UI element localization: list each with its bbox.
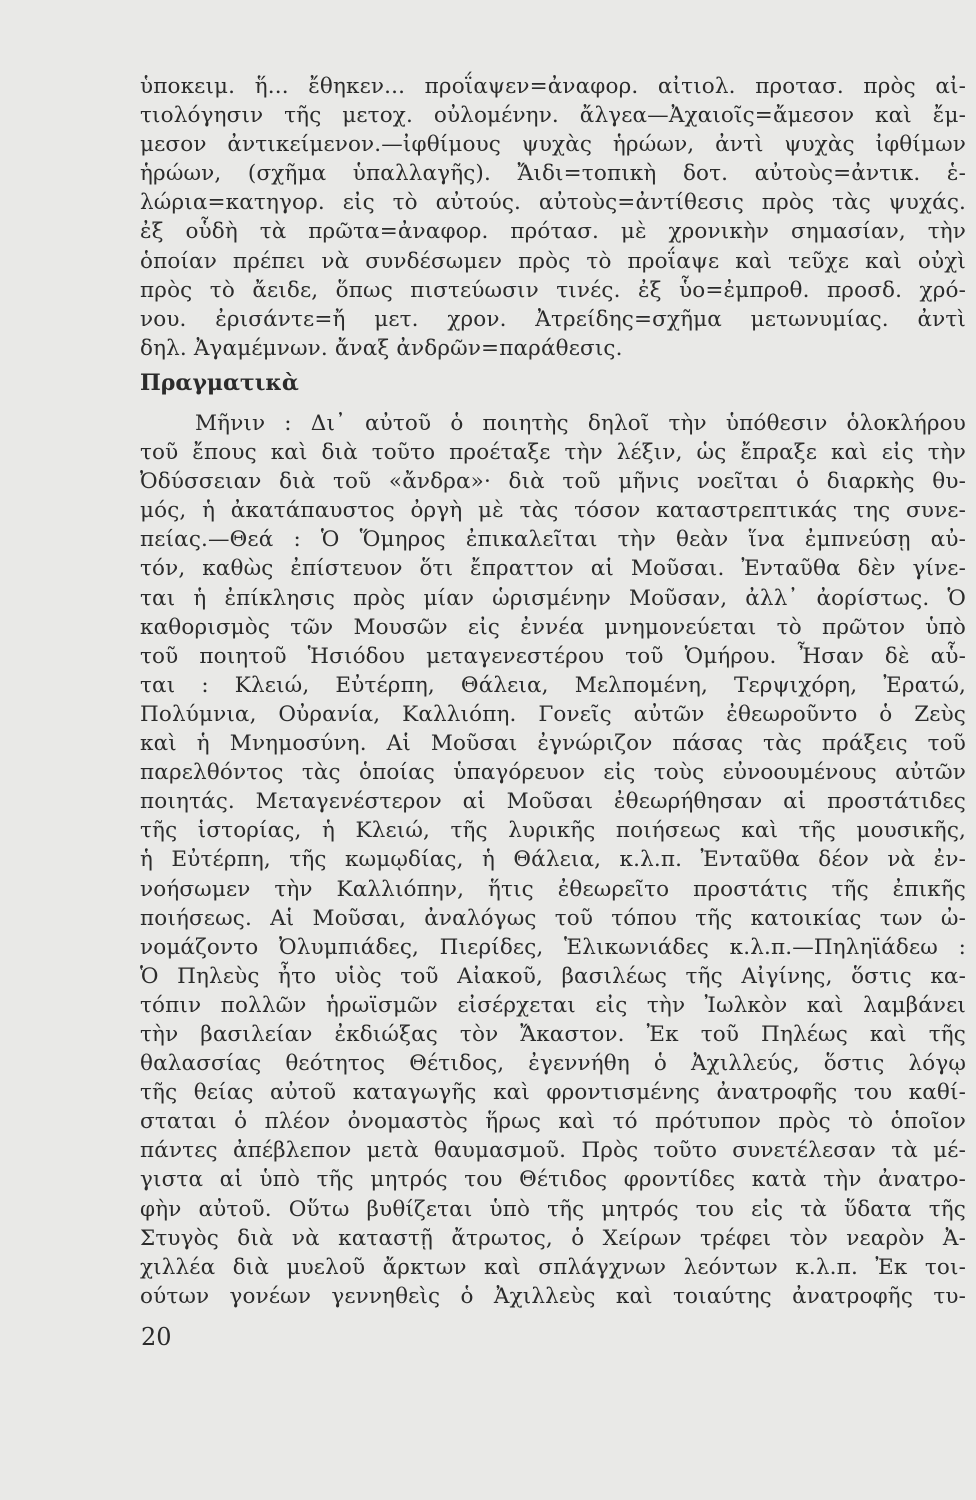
text-line: καὶ ἡ Μνημοσύνη. Αἱ Μοῦσαι ἐγνώριζον πάσας τὰς πράξεις τοῦ [140, 731, 966, 757]
text-line: τὴν βασιλείαν ἐκδιώξας τὸν Ἄκαστον. Ἐκ τοῦ Πηλέως καὶ τῆς [140, 1021, 966, 1047]
text-line: γιστα αἱ ὑπὸ τῆς μητρός του Θέτιδος φροντίδες κατὰ τὴν ἀνατρο- [140, 1167, 966, 1193]
text-line: ἡ Εὐτέρπη, τῆς κωμῳδίας, ἡ Θάλεια, κ.λ.π. Ἐνταῦθα δέον νὰ ἐν- [140, 847, 966, 873]
text-line: ποιήσεως. Αἱ Μοῦσαι, ἀναλόγως τοῦ τόπου τῆς κατοικίας των ὠ- [140, 905, 966, 931]
text-line: Ὁ Πηλεὺς ἦτο υἱὸς τοῦ Αἰακοῦ, βασιλέως τῆς Αἰγίνης, ὅστις κα- [140, 963, 966, 989]
text-line: τῆς ἱστορίας, ἡ Κλειώ, τῆς λυρικῆς ποιήσεως καὶ τῆς μουσικῆς, [140, 818, 966, 844]
text-line: νομάζοντο Ὀλυμπιάδες, Πιερίδες, Ἑλικωνιάδες κ.λ.π.—Πηληϊάδεω : [140, 934, 966, 960]
text-line: πρὸς τὸ ἄειδε, ὅπως πιστεύωσιν τινές. ἐξ ὗο=ἐμπροθ. προσδ. χρό- [140, 277, 966, 303]
text-line: τοῦ ἔπους καὶ διὰ τοῦτο προέταξε τὴν λέξιν, ὡς ἔπραξε καὶ εἰς τὴν [140, 440, 966, 466]
section-heading: Πραγματικὰ [140, 370, 299, 396]
text-line: δηλ. Ἀγαμέμνων. ἄναξ ἀνδρῶν=παράθεσις. [140, 335, 623, 361]
grammar-notes [140, 72, 966, 363]
text-line: Ὀδύσσειαν διὰ τοῦ «ἄνδρα»· διὰ τοῦ μῆνις νοεῖται ὁ διαρκὴς θυ- [140, 469, 966, 495]
text-line: νου. ἐρισάντε=ἤ μετ. χρον. Ἀτρείδης=σχῆμα μετωνυμίας. ἀντὶ [140, 306, 966, 332]
text-line: σταται ὁ πλέον ὀνομαστὸς ἥρως καὶ τό πρότυπον πρὸς τὸ ὁποῖον [140, 1109, 966, 1135]
text-line: τοῦ ποιητοῦ Ἡσιόδου μεταγενεστέρου τοῦ Ὁμήρου. Ἦσαν δὲ αὗ- [140, 643, 966, 669]
text-line: νοήσωμεν τὴν Καλλιόπην, ἥτις ἐθεωρεῖτο προστάτις τῆς ἐπικῆς [140, 876, 966, 902]
text-line: τόν, καθὼς ἐπίστευον ὅτι ἔπραττον αἱ Μοῦσαι. Ἐνταῦθα δὲν γίνε- [140, 556, 966, 582]
text-line: Πολύμνια, Οὐρανία, Καλλιόπη. Γονεῖς αὐτῶν ἐθεωροῦντο ὁ Ζεὺς [140, 701, 966, 727]
text-line: ὁποίαν πρέπει νὰ συνδέσωμεν πρὸς τὸ προΐαψε καὶ τεῦχε καὶ οὐχὶ [140, 248, 966, 274]
text-line: χιλλέα διὰ μυελοῦ ἄρκτων καὶ σπλάγχνων λεόντων κ.λ.π. Ἐκ τοι- [140, 1254, 966, 1280]
text-line: καθορισμὸς τῶν Μουσῶν εἰς ἐννέα μνημονεύεται τὸ πρῶτον ὑπὸ [140, 614, 966, 640]
text-line: ἐξ οὗδὴ τὰ πρῶτα=ἀναφορ. πρότασ. μὲ χρονικὴν σημασίαν, τὴν [140, 219, 966, 245]
text-line: ὑποκειμ. ἥ... ἔθηκεν... προΐαψεν=ἀναφορ. αἰτιολ. προτασ. πρὸς αἰ- [140, 74, 966, 99]
text-line: πάντες ἀπέβλεπον μετὰ θαυμασμοῦ. Πρὸς τοῦτο συνετέλεσαν τὰ μέ- [140, 1138, 966, 1164]
text-line: ται ἡ ἐπίκλησις πρὸς μίαν ὡρισμένην Μοῦσαν, ἀλλ᾽ ἀορίστως. Ὁ [140, 585, 966, 611]
text-line: λώρια=κατηγορ. εἰς τὸ αὐτούς. αὐτοὺς=ἀντίθεσις πρὸς τὰς ψυχάς. [140, 190, 966, 216]
text-line: ἡρώων, (σχῆμα ὑπαλλαγῆς). Ἄιδι=τοπικὴ δοτ. αὐτοὺς=ἀντικ. ἑ- [140, 161, 966, 187]
text-line: θαλασσίας θεότητος Θέτιδος, ἐγεννήθη ὁ Ἀχιλλεύς, ὅστις λόγῳ [140, 1051, 966, 1077]
text-line: πείας.—Θεά : Ὁ Ὅμηρος ἐπικαλεῖται τὴν θεὰν ἵνα ἐμπνεύσῃ αὐ- [140, 527, 966, 553]
text-line: ούτων γονέων γεννηθεὶς ὁ Ἀχιλλεὺς καὶ τοιαύτης ἀνατροφῆς τυ- [140, 1283, 966, 1309]
body-text [140, 409, 966, 1311]
text-line: Μῆνιν : Δι᾽ αὐτοῦ ὁ ποιητὴς δηλοῖ τὴν ὑπόθεσιν ὁλοκλήρου [195, 411, 966, 436]
text-line: φὴν αὐτοῦ. Οὕτω βυθίζεται ὑπὸ τῆς μητρός του εἰς τὰ ὕδατα τῆς [140, 1196, 966, 1222]
page-number: 20 [141, 1323, 172, 1351]
text-line: τιολόγησιν τῆς μετοχ. οὐλομένην. ἄλγεα—Ἀχαιοῖς=ἄμεσον καὶ ἔμ- [140, 103, 966, 129]
text-line: τῆς θείας αὐτοῦ καταγωγῆς καὶ φροντισμένης ἀνατροφῆς του καθί- [140, 1080, 966, 1106]
text-line: παρελθόντος τὰς ὁποίας ὑπαγόρευον εἰς τοὺς εὐνοουμένους αὐτῶν [140, 760, 966, 786]
text-line: ποιητάς. Μεταγενέστερον αἱ Μοῦσαι ἐθεωρήθησαν αἱ προστάτιδες [140, 789, 966, 815]
text-line: Στυγὸς διὰ νὰ καταστῇ ἄτρωτος, ὁ Χείρων τρέφει τὸν νεαρὸν Ἀ- [140, 1225, 966, 1251]
text-line: μός, ἡ ἀκατάπαυστος ὀργὴ μὲ τὰς τόσον καταστρεπτικάς της συνε- [140, 498, 966, 524]
text-line: μεσον ἀντικείμενον.—ἰφθίμους ψυχὰς ἡρώων, ἀντὶ ψυχὰς ἰφθίμων [140, 132, 966, 158]
text-line: τόπιν πολλῶν ἡρωϊσμῶν εἰσέρχεται εἰς τὴν Ἰωλκὸν καὶ λαμβάνει [140, 992, 966, 1018]
text-line: ται : Κλειώ, Εὐτέρπη, Θάλεια, Μελπομένη, Τερψιχόρη, Ἐρατώ, [140, 672, 966, 698]
